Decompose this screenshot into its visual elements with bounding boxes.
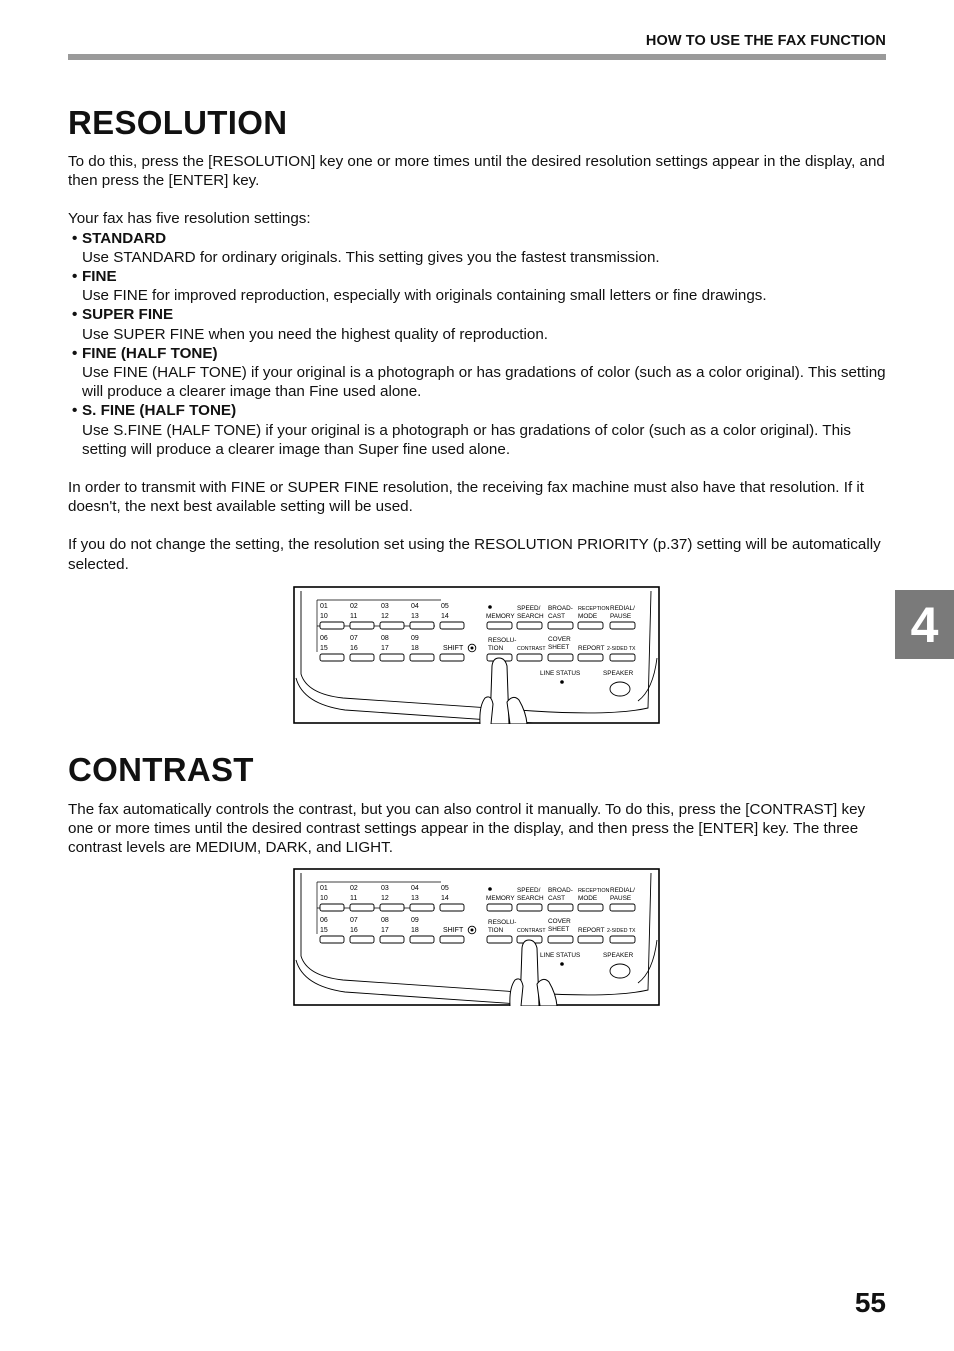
key-label: 16	[350, 645, 358, 652]
one-touch-key-07[interactable]	[350, 654, 374, 661]
redial-pause-key[interactable]	[610, 622, 635, 629]
key-label: 06	[320, 917, 328, 924]
item-description: Use S.FINE (HALF TONE) if your original is a photograph or has gradations of color (such as a color original). This setting will produce a clearer image than Super fine used alone.	[82, 421, 851, 458]
resolution-note-receiving: In order to transmit with FINE or SUPER FINE resolution, the receiving fax machine must also have that resolution. If it doesn't, the next best available setting will be used.	[68, 479, 864, 516]
contrast-label: CONTRAST	[517, 646, 546, 652]
contrast-label: CONTRAST	[517, 928, 546, 934]
one-touch-key-09[interactable]	[410, 654, 434, 661]
item-description: Use FINE for improved reproduction, especially with originals containing small letters or fine drawings.	[82, 287, 767, 305]
memory-label: MEMORY	[486, 613, 515, 620]
one-touch-key-04[interactable]	[410, 622, 434, 629]
key-label: 05	[441, 885, 449, 892]
key-label: 09	[411, 635, 419, 642]
speaker-label: SPEAKER	[603, 670, 634, 677]
memory-led-icon	[488, 605, 492, 609]
bullet-icon: •	[72, 229, 78, 247]
key-label: 03	[381, 885, 389, 892]
item-name: FINE (HALF TONE)	[82, 344, 218, 362]
operation-panel-drawing	[293, 586, 660, 724]
line-status-led-icon	[560, 962, 564, 966]
reception-mode-label: RECEPTION	[578, 606, 610, 612]
one-touch-key-01[interactable]	[320, 904, 344, 911]
resolution-label: TION	[488, 927, 504, 934]
reception-mode-label: RECEPTION	[578, 888, 610, 894]
two-sided-tx-label: 2-SIDED TX	[607, 646, 636, 652]
shift-key[interactable]	[440, 936, 464, 943]
redial-pause-label: PAUSE	[610, 613, 632, 620]
one-touch-key-01[interactable]	[320, 622, 344, 629]
cover-sheet-key[interactable]	[548, 936, 573, 943]
key-label: 14	[441, 895, 449, 902]
redial-pause-key[interactable]	[610, 904, 635, 911]
operation-panel-drawing	[293, 868, 660, 1006]
key-label: 01	[320, 603, 328, 610]
chapter-tab: 4	[895, 590, 954, 659]
resolution-heading: RESOLUTION	[68, 104, 288, 141]
key-label: 18	[411, 927, 419, 934]
report-key[interactable]	[578, 936, 603, 943]
resolution-label: RESOLU-	[488, 919, 517, 926]
speaker-key[interactable]	[610, 964, 630, 978]
one-touch-key-02[interactable]	[350, 622, 374, 629]
key-label: 01	[320, 885, 328, 892]
one-touch-key-03[interactable]	[380, 904, 404, 911]
speed-search-label: SEARCH	[517, 613, 544, 620]
key-label: 10	[320, 895, 328, 902]
cover-sheet-label: COVER	[548, 636, 571, 643]
redial-pause-label: REDIAL/	[610, 605, 635, 612]
key-label: 07	[350, 635, 358, 642]
contrast-heading: CONTRAST	[68, 751, 254, 788]
two-sided-tx-label: 2-SIDED TX	[607, 928, 636, 934]
resolution-section	[68, 152, 888, 574]
key-label: 04	[411, 603, 419, 610]
report-label: REPORT	[578, 645, 605, 652]
resolution-key[interactable]	[487, 936, 512, 943]
item-description: Use FINE (HALF TONE) if your original is a photograph or has gradations of color (such as a color original). This setting will produce a clearer image than Fine used alone.	[82, 364, 886, 401]
broadcast-key[interactable]	[548, 622, 573, 629]
page-number: 55	[854, 1287, 886, 1318]
key-label: 02	[350, 885, 358, 892]
memory-led-icon	[488, 887, 492, 891]
list-item	[68, 267, 888, 305]
list-item	[68, 229, 888, 267]
key-label: 04	[411, 885, 419, 892]
header-rule	[68, 54, 886, 60]
speed-search-label: SEARCH	[517, 895, 544, 902]
one-touch-key-03[interactable]	[380, 622, 404, 629]
key-label: 15	[320, 927, 328, 934]
speaker-label: SPEAKER	[603, 952, 634, 959]
one-touch-key-08[interactable]	[380, 936, 404, 943]
item-description: Use SUPER FINE when you need the highest quality of reproduction.	[82, 325, 549, 343]
key-label: 13	[411, 895, 419, 902]
key-label: 11	[350, 895, 358, 902]
shift-label: SHIFT	[443, 645, 464, 652]
item-description: Use STANDARD for ordinary originals. This setting gives you the fastest transmission.	[82, 248, 660, 266]
bullet-icon: •	[72, 344, 78, 362]
broadcast-label: BROAD-	[548, 605, 573, 612]
key-label: 10	[320, 613, 328, 620]
key-label: 05	[441, 603, 449, 610]
pressing-finger	[520, 940, 539, 1006]
resolution-list-intro: Your fax has five resolution settings:	[68, 210, 311, 228]
speed-search-label: SPEED/	[517, 887, 541, 894]
list-item	[68, 401, 888, 459]
resolution-note-priority: If you do not change the setting, the resolution set using the RESOLUTION PRIORITY (p.37) setting will be automatically selected.	[68, 536, 881, 573]
key-label: 08	[381, 917, 389, 924]
running-header: HOW TO USE THE FAX FUNCTION	[645, 33, 886, 49]
key-label: 18	[411, 645, 419, 652]
key-label: 15	[320, 645, 328, 652]
list-item	[68, 344, 888, 402]
pressing-finger	[490, 658, 509, 724]
key-label: 06	[320, 635, 328, 642]
speed-search-label: SPEED/	[517, 605, 541, 612]
cover-sheet-label: COVER	[548, 918, 571, 925]
shift-key[interactable]	[440, 654, 464, 661]
key-label: 17	[381, 645, 389, 652]
bullet-icon: •	[72, 268, 78, 286]
shift-indicator-dot	[471, 647, 474, 650]
key-label: 17	[381, 927, 389, 934]
item-name: FINE	[82, 268, 117, 286]
speed-search-key[interactable]	[517, 904, 542, 911]
one-touch-key-08[interactable]	[380, 654, 404, 661]
resolution-label: TION	[488, 645, 504, 652]
two-sided-tx-key[interactable]	[610, 654, 635, 661]
shift-label: SHIFT	[443, 927, 464, 934]
one-touch-key-09[interactable]	[410, 936, 434, 943]
memory-key[interactable]	[487, 904, 512, 911]
two-sided-tx-key[interactable]	[610, 936, 635, 943]
redial-pause-label: REDIAL/	[610, 887, 635, 894]
bullet-icon: •	[72, 306, 78, 324]
one-touch-key-04[interactable]	[410, 904, 434, 911]
reception-mode-key[interactable]	[578, 622, 603, 629]
resolution-label: RESOLU-	[488, 637, 517, 644]
key-label: 11	[350, 613, 358, 620]
bullet-icon: •	[72, 402, 78, 420]
list-item	[68, 305, 888, 343]
one-touch-key-07[interactable]	[350, 936, 374, 943]
resolution-intro: To do this, press the [RESOLUTION] key one or more times until the desired resolution settings appear in the display, and then press the [ENTER] key.	[68, 153, 885, 190]
cover-sheet-label: SHEET	[548, 926, 570, 933]
reception-mode-key[interactable]	[578, 904, 603, 911]
shift-indicator-dot	[471, 929, 474, 932]
speed-search-key[interactable]	[517, 622, 542, 629]
one-touch-key-05[interactable]	[440, 904, 464, 911]
speaker-key[interactable]	[610, 682, 630, 696]
line-status-led-icon	[560, 680, 564, 684]
key-label: 12	[381, 613, 389, 620]
panel-illustration-resolution	[293, 586, 660, 724]
resolution-list	[68, 229, 888, 459]
item-name: SUPER FINE	[82, 306, 174, 324]
one-touch-key-02[interactable]	[350, 904, 374, 911]
key-label: 09	[411, 917, 419, 924]
broadcast-label: CAST	[548, 895, 566, 902]
key-label: 12	[381, 895, 389, 902]
contrast-body: The fax automatically controls the contrast, but you can also control it manually. To do this, press the [CONTRAST] key one or more times until the desired contrast settings appear in the display, and then press the [ENTER] key. The three contrast levels are MEDIUM, DARK, and LIGHT.	[68, 801, 866, 857]
key-label: 03	[381, 603, 389, 610]
broadcast-label: BROAD-	[548, 887, 573, 894]
key-label: 08	[381, 635, 389, 642]
line-status-label: LINE STATUS	[540, 670, 581, 677]
broadcast-label: CAST	[548, 613, 566, 620]
memory-label: MEMORY	[486, 895, 515, 902]
key-label: 13	[411, 613, 419, 620]
one-touch-key-06[interactable]	[320, 936, 344, 943]
contrast-key[interactable]	[517, 654, 542, 661]
key-label: 16	[350, 927, 358, 934]
key-label: 02	[350, 603, 358, 610]
broadcast-key[interactable]	[548, 904, 573, 911]
panel-illustration-contrast	[293, 868, 660, 1006]
one-touch-key-05[interactable]	[440, 622, 464, 629]
cover-sheet-label: SHEET	[548, 644, 570, 651]
memory-key[interactable]	[487, 622, 512, 629]
item-name: S. FINE (HALF TONE)	[82, 402, 237, 420]
reception-mode-label: MODE	[578, 895, 598, 902]
redial-pause-label: PAUSE	[610, 895, 632, 902]
report-label: REPORT	[578, 927, 605, 934]
contrast-section	[68, 800, 888, 858]
key-label: 07	[350, 917, 358, 924]
report-key[interactable]	[578, 654, 603, 661]
line-status-label: LINE STATUS	[540, 952, 581, 959]
reception-mode-label: MODE	[578, 613, 598, 620]
item-name: STANDARD	[82, 229, 167, 247]
cover-sheet-key[interactable]	[548, 654, 573, 661]
one-touch-key-06[interactable]	[320, 654, 344, 661]
key-label: 14	[441, 613, 449, 620]
